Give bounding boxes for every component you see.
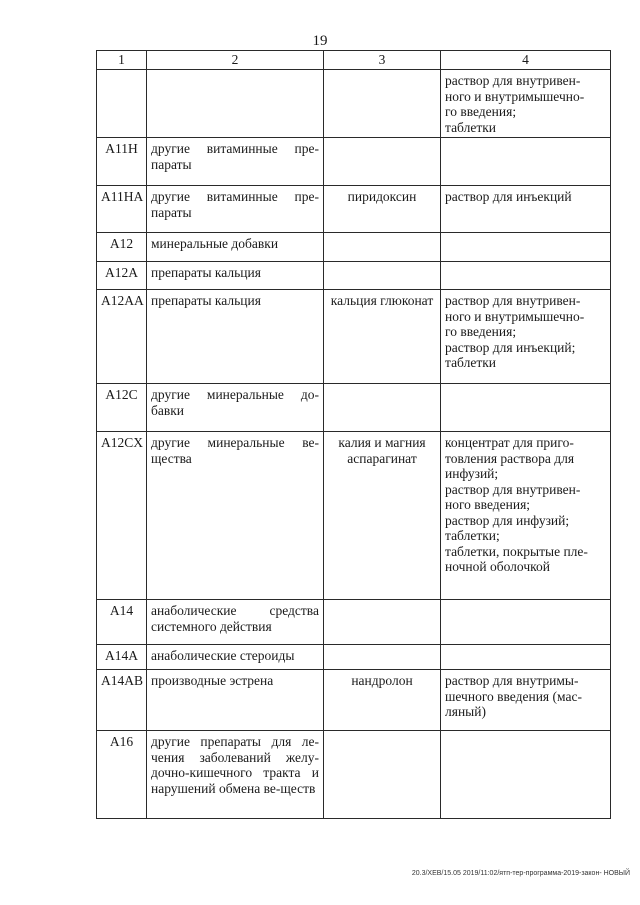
- group-name-cell: другие препараты для ле-чения заболеваний желу-дочно-кишечного тракта и нарушений обмена ве-ществ: [147, 731, 324, 819]
- footer-note: 20.3/ХЕВ/15.05 2019/11:02/ятп-тер-программа-2019-закон- НОВЫЙ: [411, 870, 630, 877]
- group-name-cell: анаболические стероиды: [147, 645, 324, 670]
- table-row: [97, 70, 611, 138]
- group-name-cell: минеральные добавки: [147, 233, 324, 262]
- dosage-form-line: раствор для внутримы-: [445, 673, 579, 688]
- atc-code-cell: A12CX: [97, 432, 147, 600]
- atc-code-cell: A11H: [97, 138, 147, 186]
- dosage-form-cell: [441, 600, 611, 645]
- dosage-form-cell: [441, 731, 611, 819]
- atc-code-cell: A12AA: [97, 290, 147, 384]
- inn-name-cell: калия и магния аспарагинат: [324, 432, 441, 600]
- dosage-form-cell: [441, 645, 611, 670]
- group-name-cell: другие витаминные пре-параты: [147, 186, 324, 233]
- table-row: [97, 432, 611, 600]
- column-header-2: 2: [147, 51, 324, 70]
- inn-name-cell: пиридоксин: [324, 186, 441, 233]
- table-row: [97, 600, 611, 645]
- page-number: 19: [312, 33, 328, 49]
- table-row: [97, 233, 611, 262]
- atc-code-cell: A12: [97, 233, 147, 262]
- inn-name-cell: [324, 138, 441, 186]
- inn-name-cell: [324, 233, 441, 262]
- inn-name-cell: [324, 70, 441, 138]
- dosage-form-cell: [441, 70, 611, 138]
- dosage-form-line: таблетки: [445, 119, 497, 135]
- header-row: [97, 51, 611, 70]
- column-header-4: 4: [441, 51, 611, 70]
- dosage-form-line: таблетки, покрытые пле-: [445, 543, 588, 559]
- dosage-form-line: товления раствора для: [445, 450, 575, 466]
- dosage-form-cell: [441, 290, 611, 384]
- table-body: [97, 70, 611, 819]
- dosage-form-line: раствор для инъекций: [445, 189, 572, 204]
- atc-code-cell: A12C: [97, 384, 147, 432]
- dosage-form-line: шечного введения (мас-: [445, 688, 582, 704]
- dosage-form-line: раствор для внутривен-: [445, 73, 581, 88]
- atc-code-cell: A14: [97, 600, 147, 645]
- table-row: [97, 670, 611, 731]
- dosage-form-cell: [441, 670, 611, 731]
- atc-code-cell: A12A: [97, 262, 147, 290]
- table-row: [97, 645, 611, 670]
- dosage-form-line: таблетки;: [445, 528, 500, 543]
- inn-name-cell: [324, 600, 441, 645]
- inn-name-cell: [324, 384, 441, 432]
- dosage-form-line: ного введения;: [445, 497, 531, 512]
- dosage-form-cell: [441, 384, 611, 432]
- group-name-cell: [147, 70, 324, 138]
- group-name-cell: другие минеральные ве-щества: [147, 432, 324, 600]
- dosage-form-cell: [441, 262, 611, 290]
- table-row: [97, 262, 611, 290]
- atc-code-cell: A16: [97, 731, 147, 819]
- atc-code-cell: A11HA: [97, 186, 147, 233]
- inn-name-cell: нандролон: [324, 670, 441, 731]
- column-header-3: 3: [324, 51, 441, 70]
- dosage-form-cell: [441, 432, 611, 600]
- dosage-form-line: го введения;: [445, 104, 517, 119]
- dosage-form-line: ного и внутримышечно-: [445, 88, 585, 104]
- group-name-cell: другие витаминные пре-параты: [147, 138, 324, 186]
- dosage-form-line: раствор для инъекций;: [445, 339, 576, 355]
- dosage-form-cell: [441, 186, 611, 233]
- group-name-cell: препараты кальция: [147, 262, 324, 290]
- table-row: [97, 186, 611, 233]
- table-row: [97, 731, 611, 819]
- group-name-cell: производные эстрена: [147, 670, 324, 731]
- dosage-form-line: ночной оболочкой: [445, 559, 550, 574]
- inn-name-cell: [324, 731, 441, 819]
- dosage-form-line: раствор для инфузий;: [445, 512, 570, 528]
- dosage-form-line: раствор для внутривен-: [445, 293, 581, 308]
- group-name-cell: анаболические средства системного действия: [147, 600, 324, 645]
- atc-code-cell: [97, 70, 147, 138]
- group-name-cell: другие минеральные до-бавки: [147, 384, 324, 432]
- inn-name-cell: кальция глюконат: [324, 290, 441, 384]
- dosage-form-line: раствор для внутривен-: [445, 481, 581, 497]
- inn-name-cell: [324, 262, 441, 290]
- column-header-1: 1: [97, 51, 147, 70]
- table-row: [97, 384, 611, 432]
- dosage-form-line: го введения;: [445, 324, 517, 339]
- atc-code-cell: A14AB: [97, 670, 147, 731]
- dosage-form-line: концентрат для приго-: [445, 435, 574, 450]
- dosage-form-line: ного и внутримышечно-: [445, 308, 585, 324]
- inn-name-cell: [324, 645, 441, 670]
- dosage-form-line: инфузий;: [445, 466, 499, 481]
- table-row: [97, 138, 611, 186]
- dosage-form-cell: [441, 233, 611, 262]
- table-row: [97, 290, 611, 384]
- atc-code-cell: A14A: [97, 645, 147, 670]
- group-name-cell: препараты кальция: [147, 290, 324, 384]
- dosage-form-line: таблетки: [445, 355, 497, 370]
- dosage-form-line: ляный): [445, 704, 486, 719]
- medicines-table: [96, 50, 611, 819]
- dosage-form-cell: [441, 138, 611, 186]
